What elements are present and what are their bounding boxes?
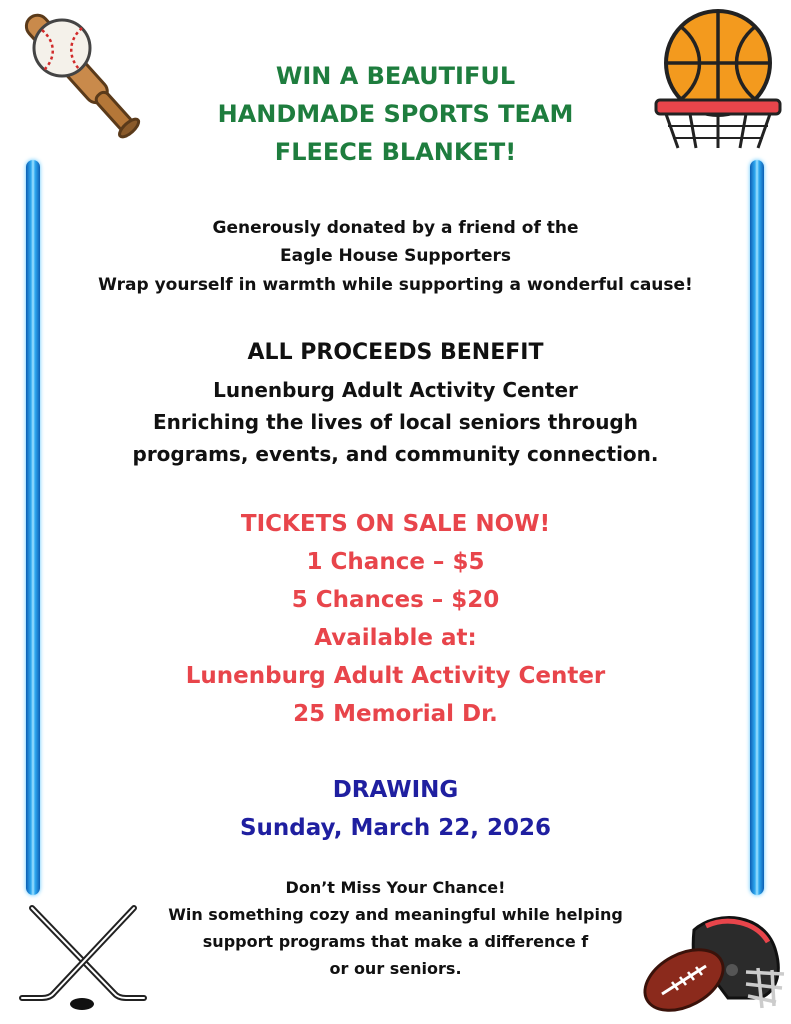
ticket-location: Lunenburg Adult Activity Center [185,663,606,689]
title-line-3: FLEECE BLANKET! [274,138,517,166]
ticket-address: 25 Memorial Dr. [293,701,498,727]
title-line-2: HANDMADE SPORTS TEAM [217,100,574,128]
available-at-label: Available at: [314,625,477,651]
closing-line-3: support programs that make a difference f [202,932,589,951]
tickets-heading: TICKETS ON SALE NOW! [240,511,551,537]
ticket-option-1: 1 Chance – $5 [306,549,485,575]
proceeds-line-3: programs, events, and community connection. [132,442,659,466]
intro-line-3: Wrap yourself in warmth while supporting a wonderful cause! [98,275,693,295]
ticket-option-2: 5 Chances – $20 [291,587,500,613]
proceeds-heading: ALL PROCEEDS BENEFIT [247,340,544,365]
closing-line-1: Don’t Miss Your Chance! [285,878,506,897]
intro-line-2: Eagle House Supporters [279,246,511,266]
closing-line-2: Win something cozy and meaningful while helping [168,905,623,924]
drawing-date: Sunday, March 22, 2026 [239,815,552,841]
closing-line-4: or our seniors. [329,959,462,978]
intro-line-1: Generously donated by a friend of the [212,218,579,238]
title-line-1: WIN A BEAUTIFUL [275,62,516,90]
proceeds-line-2: Enriching the lives of local seniors through [153,410,638,434]
drawing-heading: DRAWING [332,777,459,803]
proceeds-line-1: Lunenburg Adult Activity Center [213,378,578,402]
